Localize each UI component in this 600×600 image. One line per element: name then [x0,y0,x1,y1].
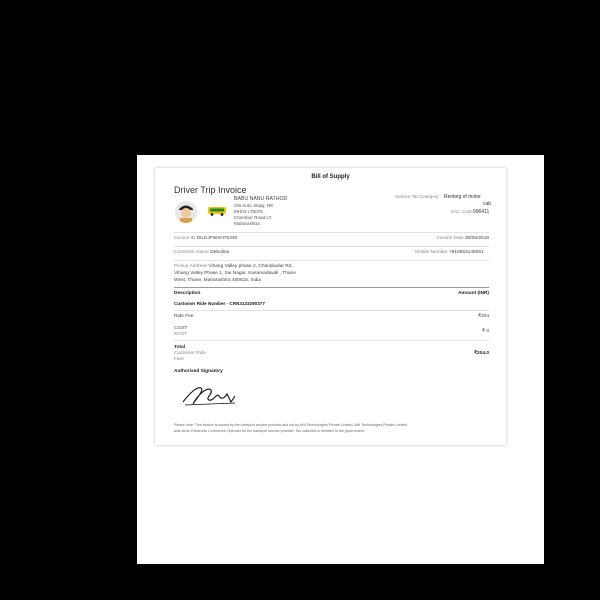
sgst-label: SGST [174,332,188,337]
description-header: Description [174,291,201,296]
pickup-address-line2: Vihang Valley Phase 1, Sai Nagar, Kasarvadavali , Thane [174,271,296,276]
service-tax-value-cont: cab [483,201,492,207]
pickup-address-label: Pickup Address [174,264,208,269]
auto-rickshaw-logo-icon [207,206,227,216]
divider [174,246,489,247]
invoice-title: Driver Trip Invoice [174,185,247,195]
invoice-card [155,168,506,445]
invoice-date-label: Invoice Date [437,236,464,241]
customer-ride-number: Customer Ride Number - CRN3133290377 [174,301,265,306]
amount-header: Amount (INR) [458,291,489,296]
invoice-id-value: DILEJFWXH75330 [196,236,238,241]
bill-of-supply-title: Bill of Supply [311,174,350,180]
mobile-number-label: Mobile Number [415,250,448,255]
total-label: Total [174,345,186,350]
mobile-number-value: +918553145061 [448,250,484,255]
footer-note-line1: Please note: This invoice is issued by the transport service provider and not by ANI Technologies Private Limited. ANI Technologies Private Limited [174,423,407,427]
driver-name: BABU NANU RATHOD [234,196,288,202]
pickup-address-line1 [174,264,293,269]
customer-name-label: Customer Name [174,250,209,255]
sac-code-value: 996411 [473,209,490,215]
total-value: ₹204.0 [473,351,489,356]
signature-image [179,378,241,408]
cgst-label: CGST [174,326,188,331]
invoice-id [174,236,237,241]
footer-note-line2: acts as an Electronic Commerce Operator for the transport service provider. Tax collected is remitted to the government. [174,429,365,433]
mobile-number [415,250,484,255]
sac-code-label: SAC Code [451,209,473,214]
divider [174,287,489,288]
customer-ride-fare-label: Customer Ride [174,351,206,356]
service-tax-label: Service Tax Category [395,194,439,199]
customer-name [174,250,229,255]
tax-value: ₹ 0 [481,329,489,334]
driver-vehicle: Olo Auto, Bajaj, RE [234,203,274,208]
driver-registration: MH04 LT5075 [234,209,263,214]
pickup-address-value: Vihang Valley phase 2, Chandivalar Rd, [208,264,293,269]
invoice-date-value: 30/06/2018 [465,236,490,241]
ride-fee-value: ₹204 [477,314,489,319]
invoice-id-label: Invoice ID [174,236,196,241]
invoice-date [437,236,489,241]
ride-fee-label: Ride Fee [174,314,194,319]
authorised-signatory-label: Authorised Signatory [174,369,223,374]
service-tax-value: Renting of motor [444,194,481,200]
driver-address-line2: Maharashtra [234,221,260,226]
customer-name-value: Debolina [210,250,230,255]
divider [174,310,489,311]
customer-ride-fare-label-cont: Fare [174,357,184,362]
pickup-address-line3: West, Thane, Maharashtra 400615, India [174,278,262,283]
driver-address-line1: Chembur Road LT, [234,215,273,220]
divider [174,232,489,233]
divider [174,260,489,261]
driver-avatar-icon [175,201,197,223]
divider [174,340,489,341]
